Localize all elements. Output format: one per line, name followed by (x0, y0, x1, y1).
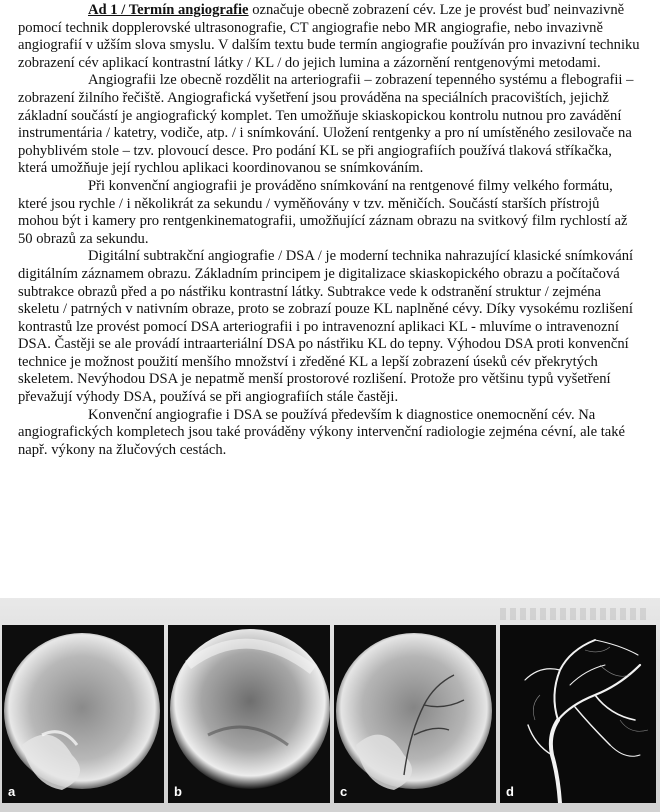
xray-panel-a (2, 625, 164, 803)
xray-image-a (2, 625, 164, 803)
paragraph-1 (18, 2, 642, 72)
paragraph-5: Konvenční angiografie i DSA se používá především k diagnostice onemocnění cév. Na angiografických kompletech jsou také prováděny výkony intervenční radiologie zejména cévní, ale také např. výkony na žlučových cestách. (18, 406, 626, 458)
panel-label-d: d (506, 784, 514, 799)
dsa-image-d (500, 625, 656, 803)
figure-faint-caption (500, 608, 650, 620)
paragraph-3: Při konvenční angiografii je prováděno snímkování na rentgenové filmy velkého formátu, které jsou rychle / i několikrát za sekundu / vyměňovány v tzv. měničích. Součástí starších přístrojů mohou být i kamery pro rentgenkinematografii, umožňující záznam obrazu na svitkový film rychlostí až 50 obrazů za sekundu. (18, 177, 628, 247)
document-body (18, 2, 642, 459)
panel-label-c: c (340, 784, 348, 799)
paragraph-4: Digitální subtrakční angiografie / DSA / je moderní technika nahrazující klasické snímkování digitálním záznamem obrazu. Základním principem je digitalizace skiaskopického obrazu a počítačová subtrakce obrazů před a po nástřiku kontrastní látky. Subtrakce vede k odstranění struktur / zejména skeletu / patrných v nativním obraze, proto se zobrazí pouze KL naplněné cévy. Díky vysokému rozlišení kontrastů lze provést pomocí DSA arteriografii i po intravenozní aplikaci KL - mluvíme o intravenozní DSA. Častěji se ale provádí intraarteriální DSA po nástřiku KL do tepny. Výhodou DSA proti konvenční technice je možnost použití menšího množství i zředěné KL a lepší zobrazení úseků cév překrytých skeletem. Nevýhodou DSA je nepatmě menší prostorové rozlišení. Protože pro většinu typů vyšetření převažují výhody DSA, používá se při angiografiích stále častěji. (18, 248, 634, 406)
xray-panel-c (334, 625, 496, 803)
xray-image-c (334, 625, 496, 803)
paragraph-1-text: označuje obecně zobrazení cév. Lze je provést buď neinvazivně pomocí technik dopplerovské ultrasonografie, CT angiografie nebo MR angiografie, nebo invazivně angiografií v užším slova smyslu. V dalším textu bude termín angiografie používán pro invazivní techniku zobrazení cév aplikací kontrastní látky / KL / do jejich lumina a zázornění rentgenovými metodami. (18, 2, 640, 71)
paragraph-2: Angiografii lze obecně rozdělit na arteriografii – zobrazení tepenného systému a flebografii – zobrazení žilního řečiště. Angiografická vyšetření jsou prováděna na speciálních pracovištích, jejichž základní součástí je angiografický komplet. Ten umožňuje skiaskopickou kontrolu nutnou pro zavádění instrumentária / katetry, vodiče, atp. / i snímkování. Uložení rentgenky a pro ní umístěného zesilovače na pohyblivém stole – tzv. plovoucí desce. Pro podání KL se při angiografiích používá tlaková stříkačka, která umožňuje její rychlou aplikaci koordinovanou se snímkováním. (18, 72, 634, 177)
panel-label-b: b (174, 784, 182, 799)
xray-panel-b (168, 625, 330, 803)
section-title: Ad 1 / Termín angiografie (88, 2, 249, 18)
xray-panel-d (500, 625, 656, 803)
panel-label-a: a (8, 784, 16, 799)
xray-image-b (168, 625, 330, 803)
